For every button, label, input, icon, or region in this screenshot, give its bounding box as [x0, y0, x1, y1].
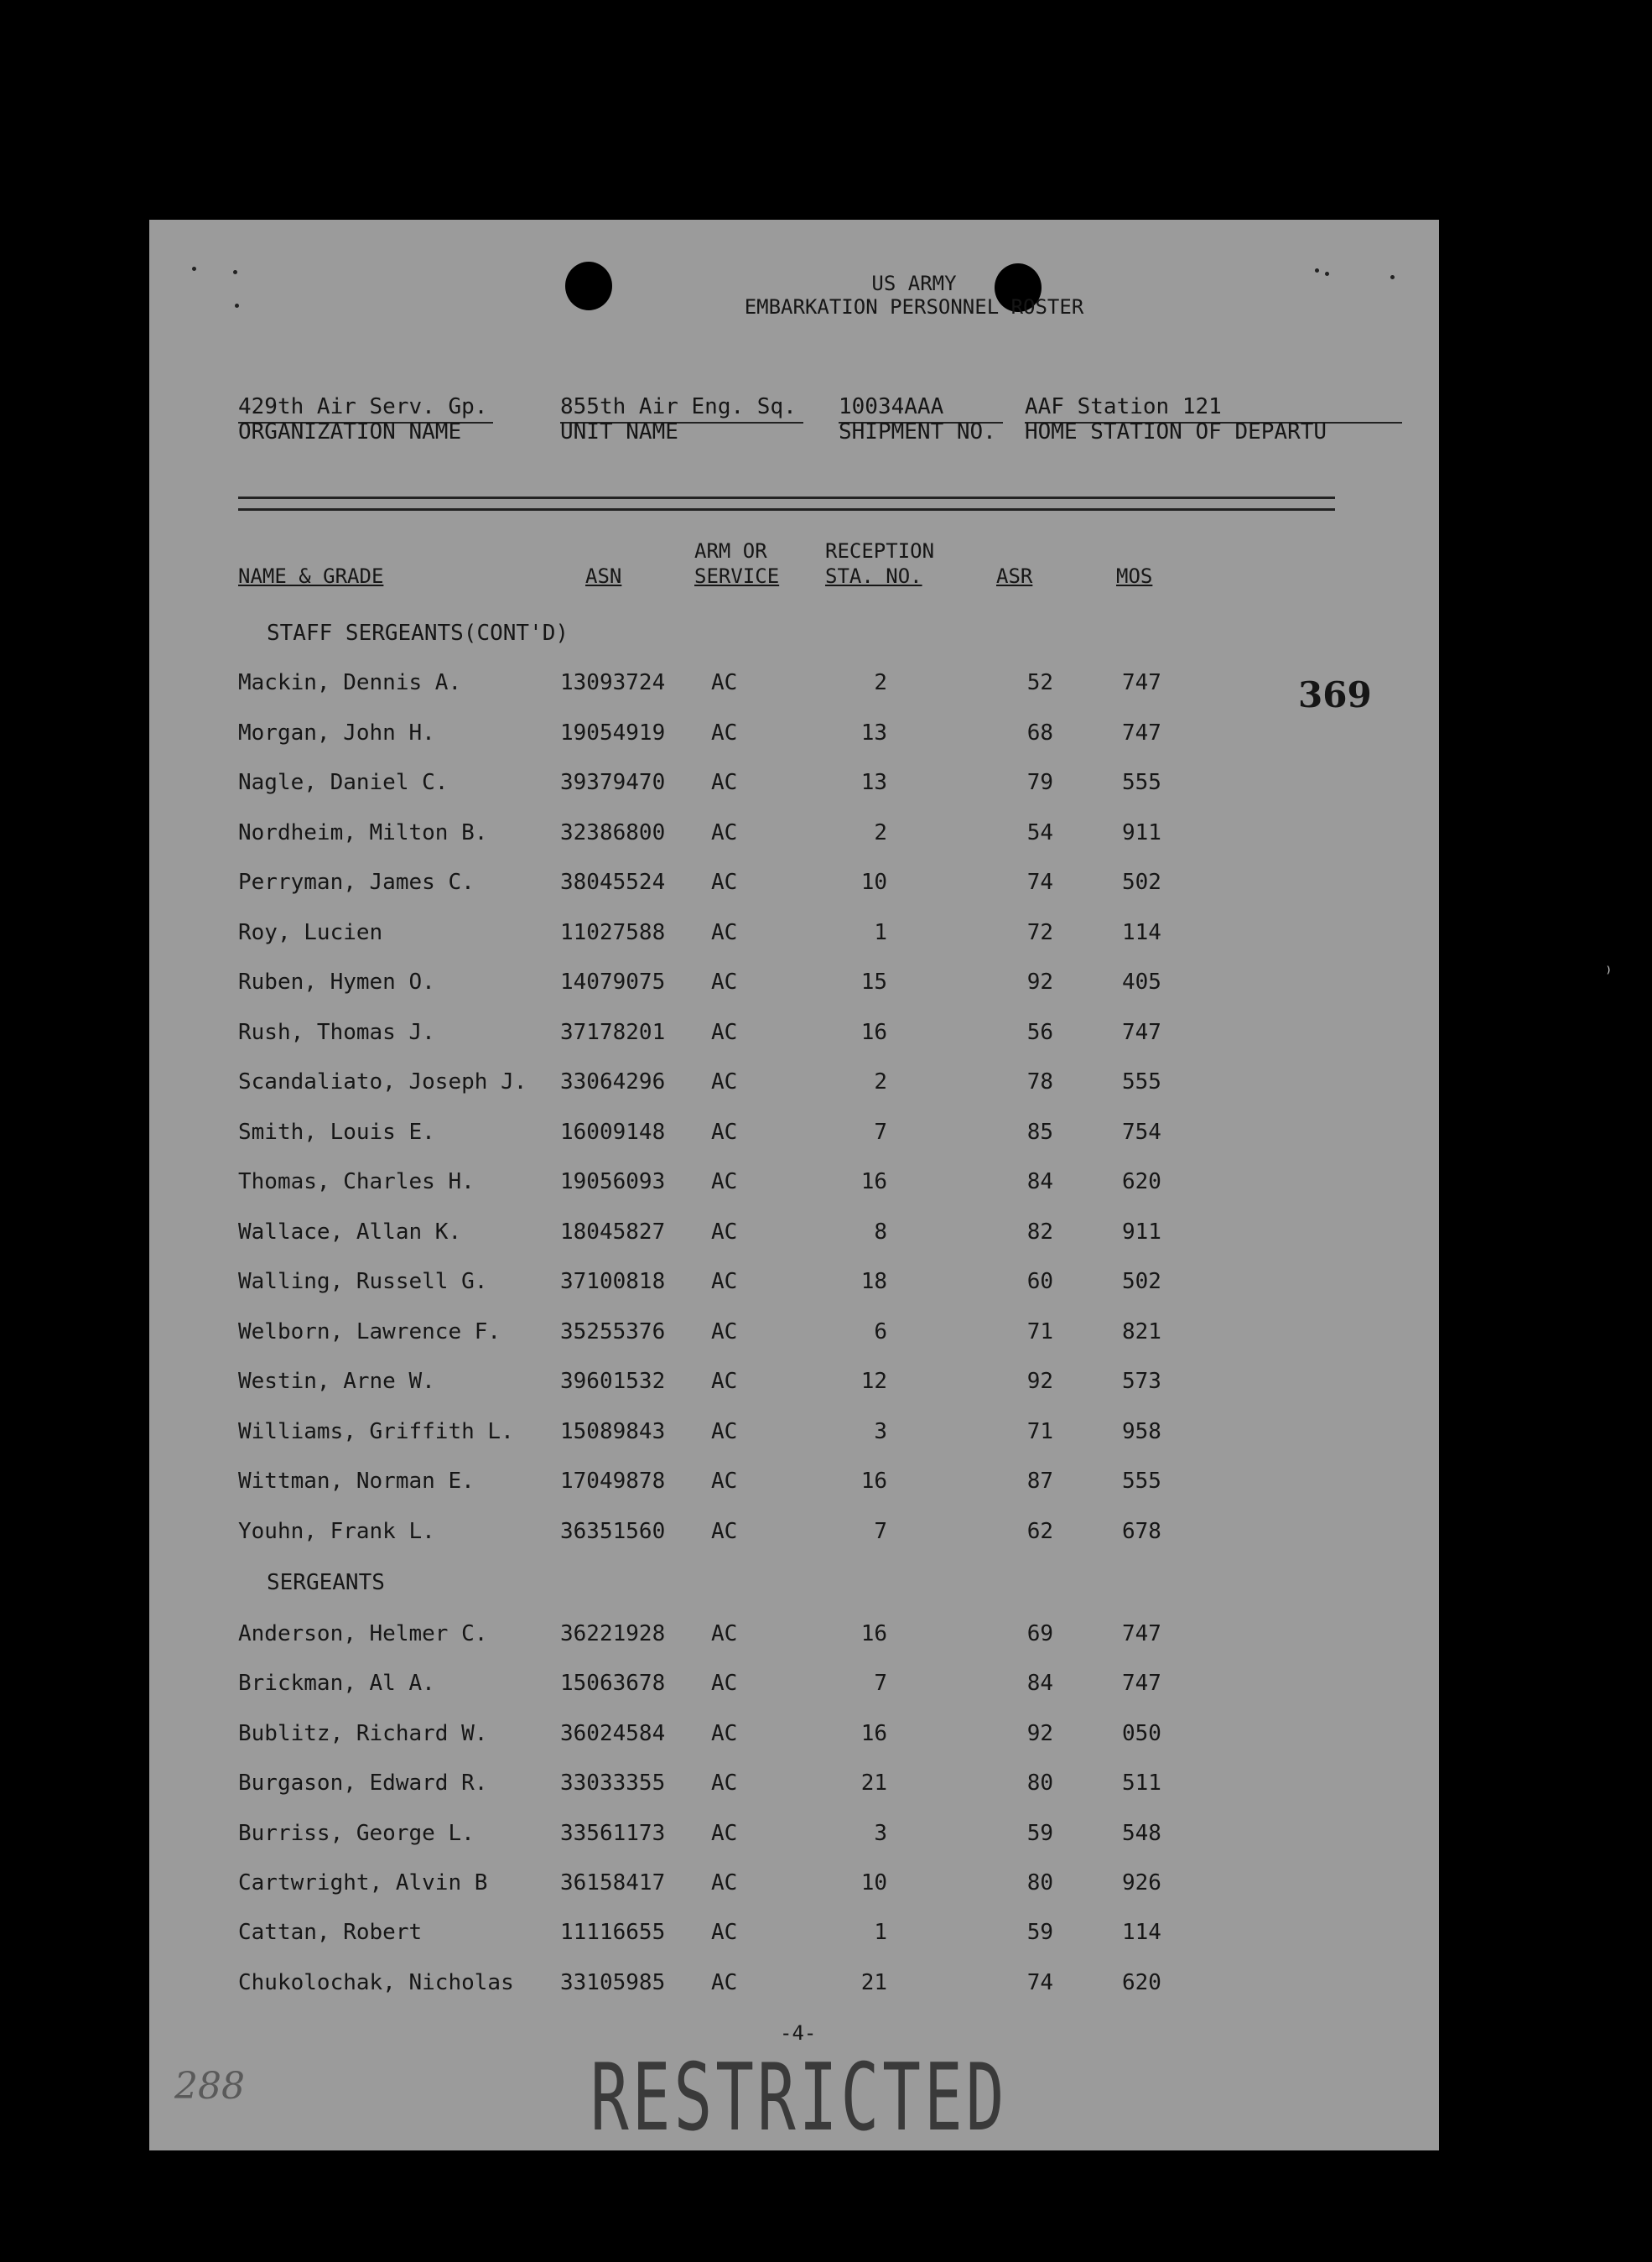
cell-arm: AC: [711, 1920, 738, 1946]
table-row: [149, 1469, 1439, 1502]
column-header-asn: ASN: [585, 564, 622, 588]
cell-mos: 050: [1122, 1720, 1161, 1746]
cell-asn: 35255376: [560, 1318, 666, 1344]
cell-arm: AC: [711, 819, 738, 845]
cell-mos: 620: [1122, 1969, 1161, 1995]
cell-mos: 502: [1122, 1269, 1161, 1294]
cell-name: Brickman, Al A.: [238, 1671, 435, 1697]
cell-reception-station: 21: [860, 1771, 887, 1797]
document-title-line1: US ARMY: [871, 272, 957, 295]
cell-name: Burgason, Edward R.: [238, 1771, 488, 1797]
handwritten-number: 288: [174, 2065, 245, 2108]
cell-asn: 16009148: [560, 1119, 666, 1145]
cell-mos: 747: [1122, 670, 1161, 695]
cell-asr: 78: [1026, 1069, 1053, 1095]
cell-mos: 548: [1122, 1820, 1161, 1846]
shipment-value: 10034AAA: [839, 394, 944, 419]
cell-asr: 80: [1026, 1771, 1053, 1797]
cell-arm: AC: [711, 1469, 738, 1494]
table-row: [149, 770, 1439, 803]
cell-asr: 59: [1026, 1920, 1053, 1946]
cell-mos: 754: [1122, 1119, 1161, 1145]
cell-reception-station: 3: [874, 1418, 887, 1444]
table-row: [149, 1771, 1439, 1804]
cell-asn: 11116655: [560, 1920, 666, 1946]
cell-asr: 92: [1026, 1720, 1053, 1746]
cell-asn: 38045524: [560, 870, 666, 895]
cell-reception-station: 8: [874, 1219, 887, 1245]
cell-reception-station: 13: [860, 770, 887, 795]
cell-mos: 747: [1122, 1671, 1161, 1697]
column-header-arm-line1: ARM OR: [694, 539, 767, 563]
cell-mos: 678: [1122, 1518, 1161, 1544]
cell-arm: AC: [711, 1418, 738, 1444]
cell-asn: 39379470: [560, 770, 666, 795]
cell-asn: 17049878: [560, 1469, 666, 1494]
cell-arm: AC: [711, 720, 738, 746]
cell-asn: 18045827: [560, 1219, 666, 1245]
cell-reception-station: 21: [860, 1969, 887, 1995]
cell-asr: 69: [1026, 1621, 1053, 1646]
cell-name: Thomas, Charles H.: [238, 1169, 475, 1194]
cell-reception-station: 2: [874, 1069, 887, 1095]
table-row: [149, 670, 1439, 704]
cell-asr: 52: [1026, 670, 1053, 695]
cell-name: Bublitz, Richard W.: [238, 1720, 488, 1746]
table-row: [149, 720, 1439, 754]
cell-reception-station: 15: [860, 970, 887, 995]
table-row: [149, 1970, 1439, 2004]
home-station-label: HOME STATION OF DEPARTU: [1025, 419, 1327, 445]
cell-asn: 19054919: [560, 720, 666, 746]
cell-name: Rush, Thomas J.: [238, 1019, 435, 1045]
table-row: [149, 820, 1439, 854]
cell-name: Chukolochak, Nicholas: [238, 1969, 514, 1995]
cell-arm: AC: [711, 1119, 738, 1145]
cell-name: Anderson, Helmer C.: [238, 1621, 488, 1646]
cell-asn: 36221928: [560, 1621, 666, 1646]
cell-reception-station: 1: [874, 1920, 887, 1946]
table-row: [149, 1721, 1439, 1755]
cell-name: Scandaliato, Joseph J.: [238, 1069, 527, 1095]
cell-name: Burriss, George L.: [238, 1820, 475, 1846]
table-row: [149, 1369, 1439, 1402]
cell-asr: 92: [1026, 1369, 1053, 1394]
cell-asr: 74: [1026, 870, 1053, 895]
column-header-reception-line2: STA. NO.: [825, 564, 922, 588]
cell-mos: 555: [1122, 1469, 1161, 1494]
cell-arm: AC: [711, 870, 738, 895]
cell-name: Cattan, Robert: [238, 1920, 423, 1946]
cell-name: Ruben, Hymen O.: [238, 970, 435, 995]
cell-asr: 92: [1026, 970, 1053, 995]
cell-asn: 15089843: [560, 1418, 666, 1444]
cell-mos: 114: [1122, 1920, 1161, 1946]
table-row: [149, 1020, 1439, 1053]
cell-arm: AC: [711, 1269, 738, 1294]
cell-arm: AC: [711, 919, 738, 945]
speck: [1390, 275, 1395, 279]
cell-name: Perryman, James C.: [238, 870, 475, 895]
table-row: [149, 1621, 1439, 1655]
cell-asr: 74: [1026, 1969, 1053, 1995]
cell-name: Walling, Russell G.: [238, 1269, 488, 1294]
cell-asr: 84: [1026, 1169, 1053, 1194]
cell-arm: AC: [711, 1369, 738, 1394]
cell-asr: 68: [1026, 720, 1053, 746]
cell-mos: 573: [1122, 1369, 1161, 1394]
table-row: [149, 1519, 1439, 1552]
cell-arm: AC: [711, 1969, 738, 1995]
cell-name: Morgan, John H.: [238, 720, 435, 746]
cell-asn: 15063678: [560, 1671, 666, 1697]
cell-asn: 36024584: [560, 1720, 666, 1746]
roster-page: [149, 220, 1439, 2150]
cell-arm: AC: [711, 1621, 738, 1646]
table-row: [149, 870, 1439, 903]
cell-mos: 747: [1122, 1019, 1161, 1045]
cell-name: Smith, Louis E.: [238, 1119, 435, 1145]
cell-name: Westin, Arne W.: [238, 1369, 435, 1394]
document-title-line2: EMBARKATION PERSONNEL ROSTER: [744, 295, 1084, 319]
speck: [1315, 268, 1319, 273]
cell-arm: AC: [711, 1219, 738, 1245]
cell-asn: 13093724: [560, 670, 666, 695]
column-header-name: NAME & GRADE: [238, 564, 384, 588]
cell-reception-station: 10: [860, 1870, 887, 1895]
table-row: [149, 1870, 1439, 1904]
cell-name: Youhn, Frank L.: [238, 1518, 435, 1544]
cell-asn: 33033355: [560, 1771, 666, 1797]
cell-arm: AC: [711, 1771, 738, 1797]
cell-asn: 19056093: [560, 1169, 666, 1194]
cell-reception-station: 7: [874, 1119, 887, 1145]
cell-arm: AC: [711, 670, 738, 695]
cell-arm: AC: [711, 1518, 738, 1544]
cell-asr: 85: [1026, 1119, 1053, 1145]
section-heading-staff-sergeants: STAFF SERGEANTS(CONT'D): [267, 621, 569, 646]
cell-mos: 502: [1122, 870, 1161, 895]
cell-reception-station: 16: [860, 1720, 887, 1746]
table-row: [149, 920, 1439, 954]
table-row: [149, 1319, 1439, 1353]
cell-reception-station: 6: [874, 1318, 887, 1344]
cell-asr: 87: [1026, 1469, 1053, 1494]
cell-mos: 926: [1122, 1870, 1161, 1895]
stamped-page-number: 369: [1298, 674, 1372, 715]
cell-arm: AC: [711, 1720, 738, 1746]
cell-arm: AC: [711, 1671, 738, 1697]
column-header-mos: MOS: [1116, 564, 1153, 588]
cell-asn: 33105985: [560, 1969, 666, 1995]
cell-asr: 71: [1026, 1418, 1053, 1444]
cell-asr: 59: [1026, 1820, 1053, 1846]
cell-name: Nordheim, Milton B.: [238, 819, 488, 845]
cell-asn: 36158417: [560, 1870, 666, 1895]
cell-name: Wallace, Allan K.: [238, 1219, 462, 1245]
cell-name: Mackin, Dennis A.: [238, 670, 462, 695]
cell-name: Cartwright, Alvin B: [238, 1870, 488, 1895]
cell-reception-station: 12: [860, 1369, 887, 1394]
cell-asr: 60: [1026, 1269, 1053, 1294]
cell-mos: 405: [1122, 970, 1161, 995]
cell-asr: 71: [1026, 1318, 1053, 1344]
organization-value: 429th Air Serv. Gp.: [238, 394, 488, 419]
cell-asn: 14079075: [560, 970, 666, 995]
cell-asn: 33561173: [560, 1820, 666, 1846]
cell-reception-station: 2: [874, 670, 887, 695]
cell-asr: 84: [1026, 1671, 1053, 1697]
table-row: [149, 970, 1439, 1003]
column-header-arm-line2: SERVICE: [694, 564, 780, 588]
cell-mos: 555: [1122, 1069, 1161, 1095]
cell-mos: 911: [1122, 819, 1161, 845]
cell-reception-station: 13: [860, 720, 887, 746]
cell-mos: 114: [1122, 919, 1161, 945]
cell-reception-station: 18: [860, 1269, 887, 1294]
cell-asn: 37100818: [560, 1269, 666, 1294]
speck: [1325, 272, 1329, 276]
cell-arm: AC: [711, 1318, 738, 1344]
cell-asn: 32386800: [560, 819, 666, 845]
cell-arm: AC: [711, 1870, 738, 1895]
cell-arm: AC: [711, 1820, 738, 1846]
cell-asr: 56: [1026, 1019, 1053, 1045]
table-row: [149, 1169, 1439, 1203]
table-row: [149, 1269, 1439, 1303]
speck: [233, 270, 237, 274]
cell-name: Welborn, Lawrence F.: [238, 1318, 501, 1344]
cell-asr: 79: [1026, 770, 1053, 795]
cell-reception-station: 16: [860, 1169, 887, 1194]
restricted-stamp: RESTRICTED: [590, 2043, 1008, 2152]
cell-mos: 911: [1122, 1219, 1161, 1245]
cell-mos: 620: [1122, 1169, 1161, 1194]
cell-reception-station: 7: [874, 1671, 887, 1697]
cell-reception-station: 7: [874, 1518, 887, 1544]
scan-artifact: ⁾: [1603, 963, 1614, 983]
column-header-reception-line1: RECEPTION: [825, 539, 935, 563]
organization-label: ORGANIZATION NAME: [238, 419, 462, 445]
separator-rule-top: [238, 497, 1335, 499]
home-station-value: AAF Station 121: [1025, 394, 1222, 419]
cell-reception-station: 10: [860, 870, 887, 895]
cell-asr: 80: [1026, 1870, 1053, 1895]
cell-reception-station: 16: [860, 1621, 887, 1646]
table-row: [149, 1671, 1439, 1704]
cell-arm: AC: [711, 1019, 738, 1045]
cell-asn: 36351560: [560, 1518, 666, 1544]
cell-name: Roy, Lucien: [238, 919, 383, 945]
speck: [235, 304, 239, 308]
table-row: [149, 1920, 1439, 1953]
cell-name: Wittman, Norman E.: [238, 1469, 475, 1494]
cell-mos: 958: [1122, 1418, 1161, 1444]
shipment-label: SHIPMENT NO.: [839, 419, 996, 445]
cell-name: Williams, Griffith L.: [238, 1418, 514, 1444]
cell-arm: AC: [711, 1169, 738, 1194]
cell-arm: AC: [711, 770, 738, 795]
table-row: [149, 1419, 1439, 1453]
cell-reception-station: 3: [874, 1820, 887, 1846]
speck: [192, 267, 196, 271]
table-row: [149, 1219, 1439, 1253]
table-row: [149, 1821, 1439, 1854]
page-number: -4-: [780, 2021, 817, 2045]
cell-arm: AC: [711, 970, 738, 995]
cell-asn: 33064296: [560, 1069, 666, 1095]
section-heading-sergeants: SERGEANTS: [267, 1570, 385, 1595]
cell-reception-station: 1: [874, 919, 887, 945]
cell-asr: 62: [1026, 1518, 1053, 1544]
unit-label: UNIT NAME: [560, 419, 678, 445]
table-row: [149, 1120, 1439, 1153]
separator-rule-bottom: [238, 508, 1335, 511]
unit-value: 855th Air Eng. Sq.: [560, 394, 797, 419]
cell-asn: 37178201: [560, 1019, 666, 1045]
cell-asr: 54: [1026, 819, 1053, 845]
cell-mos: 821: [1122, 1318, 1161, 1344]
cell-reception-station: 16: [860, 1469, 887, 1494]
table-row: [149, 1069, 1439, 1103]
column-header-asr: ASR: [996, 564, 1033, 588]
cell-name: Nagle, Daniel C.: [238, 770, 449, 795]
cell-asn: 39601532: [560, 1369, 666, 1394]
cell-arm: AC: [711, 1069, 738, 1095]
cell-asr: 72: [1026, 919, 1053, 945]
cell-mos: 511: [1122, 1771, 1161, 1797]
cell-reception-station: 16: [860, 1019, 887, 1045]
cell-asr: 82: [1026, 1219, 1053, 1245]
punch-hole-left: [565, 262, 612, 310]
cell-reception-station: 2: [874, 819, 887, 845]
cell-mos: 747: [1122, 1621, 1161, 1646]
cell-mos: 555: [1122, 770, 1161, 795]
cell-asn: 11027588: [560, 919, 666, 945]
cell-mos: 747: [1122, 720, 1161, 746]
